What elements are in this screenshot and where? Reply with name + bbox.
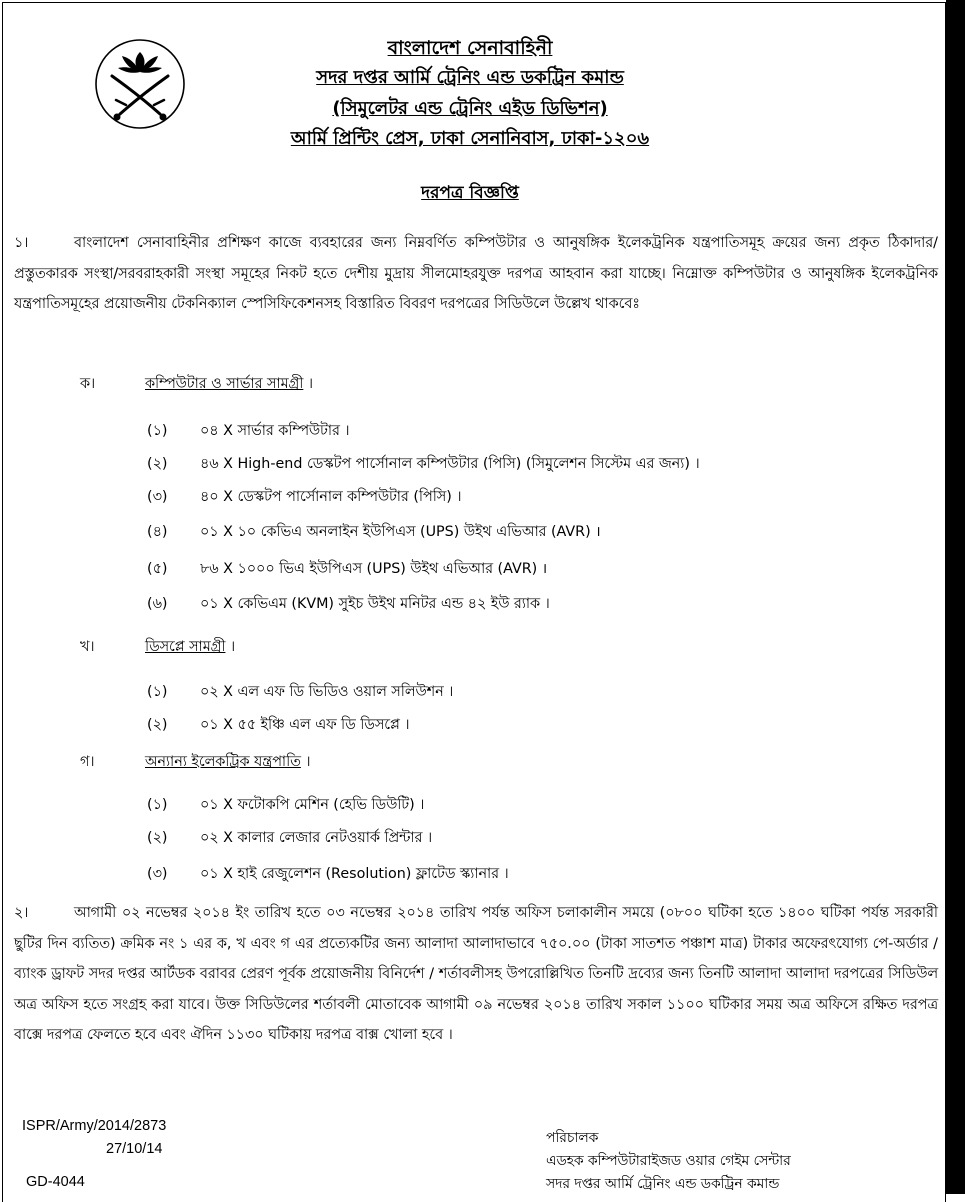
reference-number: ISPR/Army/2014/2873: [22, 1118, 167, 1134]
header-command: সদর দপ্তর আর্মি ট্রেনিং এন্ড ডকট্রিন কমান্ড: [316, 67, 624, 88]
list-item: [147, 793, 424, 817]
item-number: (৫): [147, 561, 168, 577]
header-org: বাংলাদেশ সেনাবাহিনী: [387, 37, 553, 59]
list-item: [147, 826, 432, 850]
item-text: ০১ X ফটোকপি মেশিন (হেভি ডিউটি) ।: [200, 797, 425, 813]
section-label: গ।: [80, 754, 95, 770]
list-item: [147, 452, 700, 476]
scan-edge: [946, 0, 965, 1194]
section-title: ডিসপ্লে সামগ্রী: [145, 639, 226, 655]
item-number: (৩): [147, 489, 168, 505]
section-label: ক।: [80, 376, 96, 392]
item-text: ০২ X এল এফ ডি ভিডিও ওয়াল সলিউশন ।: [200, 684, 454, 700]
signer-command: সদর দপ্তর আর্মি ট্রেনিং এন্ড ডকট্রিন কমান্ড: [546, 1176, 780, 1192]
item-text: ০১ X ৫৫ ইঞ্চি এল এফ ডি ডিসপ্লে ।: [200, 717, 410, 733]
item-number: (২): [147, 830, 168, 846]
list-item: [147, 419, 350, 443]
paragraph-number: ১।: [14, 235, 29, 251]
list-item: [147, 557, 547, 581]
list-item: [147, 485, 461, 509]
item-number: (২): [147, 456, 168, 472]
list-item: [147, 713, 409, 737]
paragraph-1: [14, 228, 938, 320]
list-item: [147, 592, 550, 616]
item-number: (৩): [147, 866, 168, 882]
list-item: [147, 520, 601, 544]
item-text: ০১ X কেভিএম (KVM) সুইচ উইথ মনিটর এন্ড ৪২ ইউ র‌্যাক ।: [200, 596, 550, 612]
list-item: [147, 862, 509, 886]
reference-date: 27/10/14: [106, 1141, 163, 1157]
item-text: ৪৬ X High-end ডেস্কটপ পার্সোনাল কম্পিউটার (পিসি) (সিমুলেশন সিস্টেম এর জন্য) ।: [200, 456, 700, 472]
item-number: (১): [147, 797, 168, 813]
section-title: অন্যান্য ইলেকট্রিক যন্ত্রপাতি: [145, 754, 301, 770]
item-text: ০১ X হাই রেজুলেশন (Resolution) ফ্লাটেড স্ক্যানার ।: [200, 866, 509, 882]
paragraph-text: আগামী ০২ নভেম্বর ২০১৪ ইং তারিখ হতে ০৩ নভেম্বর ২০১৪ তারিখ পর্যন্ত অফিস চলাকালীন সময়ে (০৮০০ ঘটিকা হতে ১৪০০ ঘটিকা পর্যন্ত সরকারী ছুটির দিন ব্যতিত) ক্রমিক নং ১ এর ক, খ এবং গ এর প্রত্যেকটির জন্য আলাদা আলাদাভাবে ৭৫০.০০ (টাকা সাতশত পঞ্চাশ মাত্র) টাকার অফেরৎযোগ্য পে-অর্ডার / ব্যাংক ড্রাফট সদর দপ্তর আর্টডক বরাবর প্রেরণ পূর্বক প্রয়োজনীয় বিনির্দেশ / শর্তাবলীসহ উপরোল্লিখিত তিনটি দ্রব্যের জন্য তিনটি আলাদা আলাদা দরপত্রের সিডিউল অত্র অফিস হতে সংগ্রহ করা যাবে। উক্ত সিডিউলের শর্তাবলী মোতাবেক আগামী ০৯ নভেম্বর ২০১৪ তারিখ সকাল ১১০০ ঘটিকার সময় অত্র অফিসে রক্ষিত দরপত্র বাক্সে দরপত্র ফেলতে হবে এবং ঐদিন ১১৩০ ঘটিকায় দরপত্র বাক্স খোলা হবে ।: [14, 905, 938, 1043]
item-text: ০২ X কালার লেজার নেটওয়ার্ক প্রিন্টার ।: [200, 830, 433, 846]
paragraph-2: [14, 898, 938, 1051]
paragraph-text: বাংলাদেশ সেনাবাহিনীর প্রশিক্ষণ কাজে ব্যবহারের জন্য নিম্নবর্ণিত কম্পিউটার ও আনুষঙ্গিক ইলেকট্রনিক যন্ত্রপাতিসমূহ ক্রয়ের জন্য প্রকৃত ঠিকাদার/প্রস্তুতকারক সংস্থা/সরবরাহকারী সংস্থা সমূহের নিকট হতে দেশীয় মুদ্রায় সীলমোহরযুক্ত দরপত্র আহবান করা যাচ্ছে। নিম্নোক্ত কম্পিউটার ও আনুষঙ্গিক ইলেকট্রনিক যন্ত্রপাতিসমূহের প্রয়োজনীয় টেকনিক্যাল স্পেসিফিকেশনসহ বিস্তারিত বিবরণ দরপত্রের সিডিউলে উল্লেখ থাকবেঃ: [14, 235, 938, 312]
paragraph-number: ২।: [14, 905, 29, 921]
item-text: ০৪ X সার্ভার কম্পিউটার ।: [200, 423, 350, 439]
signer-office: এডহক কম্পিউটারাইজড ওয়ার গেইম সেন্টার: [546, 1153, 791, 1169]
header-address: আর্মি প্রিন্টিং প্রেস, ঢাকা সেনানিবাস, ঢাকা-১২০৬: [290, 128, 650, 149]
item-number: (১): [147, 423, 168, 439]
item-number: (১): [147, 684, 168, 700]
section-ka: ক। কম্পিউটার ও সার্ভার সামগ্রী ।: [80, 372, 313, 396]
section-ga: গ। অন্যান্য ইলেকট্রিক যন্ত্রপাতি ।: [80, 750, 311, 774]
list-item: [147, 680, 453, 704]
notice-title: দরপত্র বিজ্ঞপ্তি: [421, 183, 519, 203]
item-number: (২): [147, 717, 168, 733]
army-emblem: [94, 38, 186, 130]
header-division: (সিমুলেটর এন্ড ট্রেনিং এইড ডিভিশন): [332, 98, 608, 119]
section-title: কম্পিউটার ও সার্ভার সামগ্রী: [145, 376, 304, 392]
item-text: ৮৬ X ১০০০ ভিএ ইউপিএস (UPS) উইথ এভিআর (AVR) ।: [200, 561, 548, 577]
section-label: খ।: [80, 639, 95, 655]
section-kha: খ। ডিসপ্লে সামগ্রী ।: [80, 635, 235, 659]
item-text: ৪০ X ডেস্কটপ পার্সোনাল কম্পিউটার (পিসি) ।: [200, 489, 462, 505]
signer-title: পরিচালক: [546, 1130, 599, 1146]
item-number: (৬): [147, 596, 168, 612]
item-text: ০১ X ১০ কেভিএ অনলাইন ইউপিএস (UPS) উইথ এভিআর (AVR) ।: [200, 524, 601, 540]
item-number: (৪): [147, 524, 168, 540]
gd-number: GD-4044: [26, 1174, 85, 1190]
